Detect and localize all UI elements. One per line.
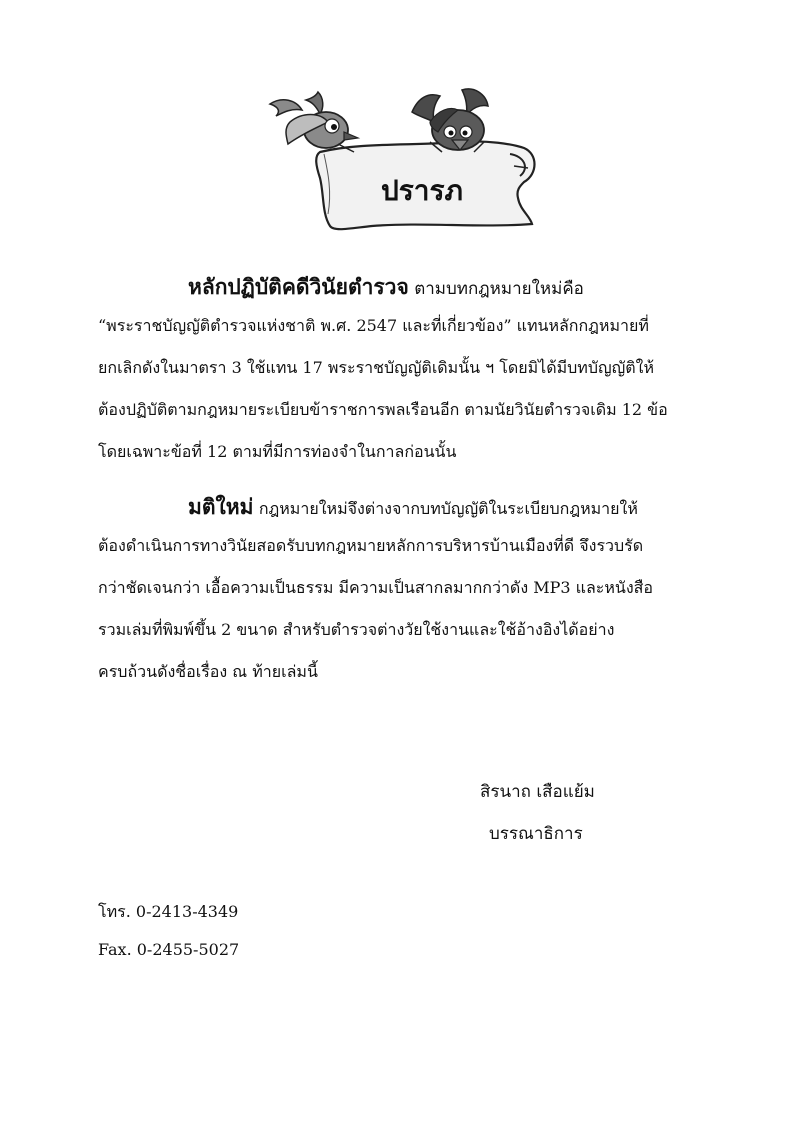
contact-fax: Fax. 0-2455-5027: [98, 940, 240, 959]
signature-name: สิรนาถ เสือแย้ม: [480, 782, 595, 802]
paragraph-2-line-1: [188, 496, 638, 518]
contact-phone: โทร. 0-2413-4349: [98, 902, 239, 921]
paragraph-1: [98, 276, 698, 466]
paragraph-1-line-4: ต้องปฏิบัติตามกฎหมายระเบียบข้าราชการพลเรือนอีก ตามนัยวินัยตำรวจเดิม 12 ข้อ: [98, 400, 668, 419]
signature-role: บรรณาธิการ: [489, 824, 583, 844]
left-bird-icon: [270, 92, 358, 152]
banner-title: ปรารภ: [380, 174, 464, 207]
paragraph-1-line-3: ยกเลิกดังในมาตรา 3 ใช้แทน 17 พระราชบัญญัติเดิมนั้น ฯ โดยมิได้มีบทบัญญัติให้: [98, 358, 655, 377]
paragraph-2-line-2: ต้องดำเนินการทางวินัยสอดรับบทกฎหมายหลักการบริหารบ้านเมืองที่ดี จึงรวบรัด: [98, 536, 644, 555]
right-bird-icon: [412, 89, 488, 152]
paragraph-1-lead: หลักปฏิบัติคดีวินัยตำรวจ: [188, 274, 409, 299]
paragraph-1-line-2: “พระราชบัญญัติตำรวจแห่งชาติ พ.ศ. 2547 และที่เกี่ยวข้อง” แทนหลักกฎหมายที่: [98, 316, 649, 335]
paragraph-2-line-1-text: กฎหมายใหม่จึงต่างจากบทบัญญัติในระเบียบกฎหมายให้: [258, 499, 638, 518]
scroll-illustration: [262, 82, 552, 242]
paragraph-2-lead: มติใหม่: [188, 494, 254, 519]
paragraph-1-line-1-text: ตามบทกฎหมายใหม่คือ: [414, 279, 584, 299]
paragraph-2-line-4: รวมเล่มที่พิมพ์ขึ้น 2 ขนาด สำหรับตำรวจต่างวัยใช้งานและใช้อ้างอิงได้อย่าง: [98, 620, 615, 639]
paragraph-1-line-5: โดยเฉพาะข้อที่ 12 ตามที่มีการท่องจำในกาลก่อนนั้น: [98, 442, 457, 461]
paragraph-2: [98, 496, 698, 686]
title-banner: [262, 82, 552, 242]
paragraph-2-line-5: ครบถ้วนดังชื่อเรื่อง ณ ท้ายเล่มนี้: [98, 662, 318, 681]
paragraph-1-line-1: [188, 276, 584, 298]
paragraph-2-line-3: กว่าชัดเจนกว่า เอื้อความเป็นธรรม มีความเป็นสากลมากกว่าดัง MP3 และหนังสือ: [98, 578, 654, 597]
